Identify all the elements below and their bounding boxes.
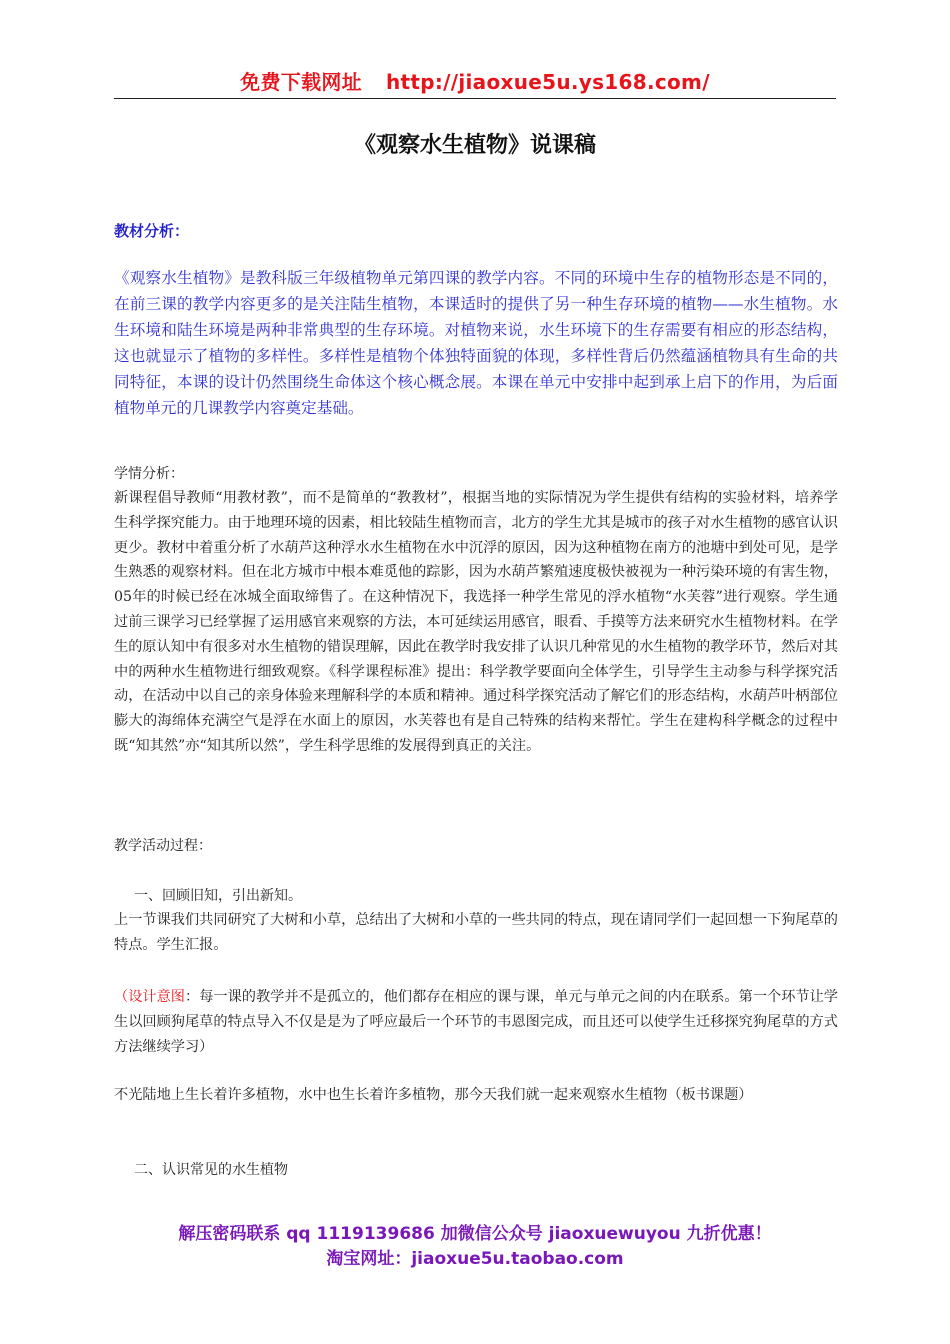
- student-analysis-heading: 学情分析：: [114, 466, 184, 482]
- header-label: 免费下载网址: [240, 70, 362, 94]
- textbook-analysis-heading: 教材分析：: [114, 222, 190, 240]
- footer-taobao-line[interactable]: 淘宝网址：jiaoxue5u.taobao.com: [326, 1249, 624, 1269]
- design-open-paren: （: [114, 989, 129, 1005]
- student-analysis-paragraph: 新课程倡导教师“用教材教”，而不是简单的“教教材”，根据当地的实际情况为学生提供有结构的实验材料，培养学生科学探究能力。由于地理环境的因素，相比较陆生植物而言，北方的学生尤其是城市的孩子对水生植物的感官认识更少。教材中着重分析了水葫芦这种浮水水生植物在水中沉浮的原因，因为这种植物在南方的池塘中到处可见，是学生熟悉的观察材料。但在北方城市中根本难觅他的踪影，因为水葫芦繁殖速度极快被视为一种污染环境的有害生物，05年的时候已经在冰城全面取缔售了。在这种情况下，我选择一种学生常见的浮水植物“水芙蓉”进行观察。学生通过前三课学习已经掌握了运用感官来观察的方法，本可延续运用感官，眼看、手摸等方法来研究水生植物材料。在学生的原认知中有很多对水生植物的错误理解，因此在教学时我安排了认识几种常见的水生植物的教学环节，然后对其中的两种水生植物进行细致观察。《科学课程标准》提出：科学教学要面向全体学生，引导学生主动参与科学探究活动，在活动中以自己的亲身体验来理解科学的本质和精神。通过科学探究活动了解它们的形态结构，水葫芦叶柄部位膨大的海绵体充满空气是浮在水面上的原因，水芙蓉也有是自己特殊的结构来帮忙。学生在建构科学概念的过程中既“知其然”亦“知其所以然”，学生科学思维的发展得到真正的关注。: [114, 490, 838, 754]
- design-intent-paragraph: [114, 985, 838, 1059]
- step1-paragraph: 上一节课我们共同研究了大树和小草，总结出了大树和小草的一些共同的特点，现在请同学们一起回想一下狗尾草的特点。学生汇报。: [114, 912, 838, 953]
- footer-contact-line: 解压密码联系 qq 1119139686 加微信公众号 jiaoxuewuyou 九折优惠！: [178, 1224, 772, 1244]
- step1-title: 一、回顾旧知，引出新知。: [134, 888, 302, 904]
- step2-title: 二、认识常见的水生植物: [134, 1162, 288, 1178]
- intro-paragraph: 不光陆地上生长着许多植物，水中也生长着许多植物，那今天我们就一起来观察水生植物（板书课题）: [114, 1087, 753, 1103]
- document-title: 《观察水生植物》说课稿: [353, 133, 596, 158]
- design-intent-label: 设计意图: [128, 989, 185, 1005]
- textbook-analysis-paragraph: 《观察水生植物》是教科版三年级植物单元第四课的教学内容。不同的环境中生存的植物形态是不同的，在前三课的教学内容更多的是关注陆生植物，本课适时的提供了另一种生存环境的植物——水生植物。水生环境和陆生环境是两种非常典型的生存环境。对植物来说，水生环境下的生存需要有相应的形态结构，这也就显示了植物的多样性。多样性是植物个体独特面貌的体现，多样性背后仍然蕴涵植物具有生命的共同特征，本课的设计仍然围绕生命体这个核心概念展。本课在单元中安排中起到承上启下的作用，为后面植物单元的几课教学内容奠定基础。: [114, 269, 838, 417]
- page-header: [114, 66, 836, 99]
- design-intent-text: ：每一课的教学并不是孤立的，他们都存在相应的课与课，单元与单元之间的内在联系。第一个环节让学生以回顾狗尾草的特点导入不仅是是为了呼应最后一个环节的韦恩图完成，而且还可以使学生迁移探究狗尾草的方式方法继续学习）: [114, 989, 838, 1055]
- header-url-link[interactable]: http://jiaoxue5u.ys168.com/: [385, 70, 710, 94]
- process-heading: 教学活动过程：: [114, 838, 212, 854]
